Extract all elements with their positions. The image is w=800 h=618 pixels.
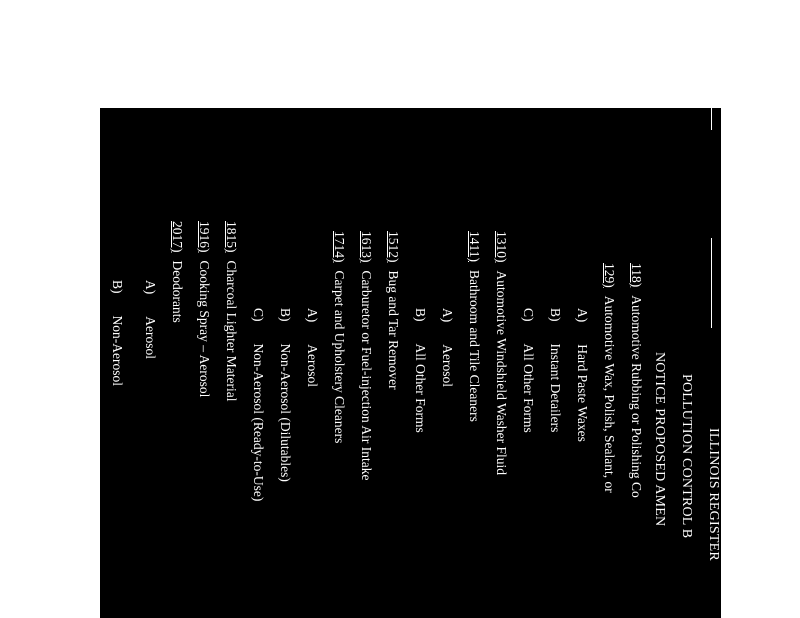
list-item — [630, 263, 644, 498]
item-label: Charcoal Lighter Material — [224, 260, 239, 402]
item-label: Carburetor or Fuel-injection Air Intake — [359, 270, 374, 481]
item-marker: C) — [521, 308, 536, 322]
list-item — [522, 308, 536, 433]
notice-title: NOTICE PROPOSED AMEN — [652, 352, 667, 527]
item-number: 1512) — [386, 231, 401, 263]
list-item — [414, 308, 428, 433]
item-number: 129) — [602, 263, 617, 288]
list-item — [387, 231, 401, 390]
list-item — [198, 221, 212, 397]
header-rule — [711, 238, 712, 328]
scanned-page — [100, 108, 721, 618]
item-number: 1310) — [494, 231, 509, 263]
item-label: Deodorants — [170, 260, 185, 323]
list-item — [252, 308, 266, 501]
list-item — [468, 231, 482, 422]
item-marker: A) — [575, 308, 590, 323]
list-item — [495, 231, 509, 475]
item-marker: B) — [110, 280, 125, 294]
item-label: All Other Forms — [413, 343, 428, 433]
item-marker: A) — [440, 308, 455, 323]
item-label: Non-Aerosol — [110, 315, 125, 386]
item-number: 1916) — [197, 221, 212, 253]
item-label: Non-Aerosol (Dilutables) — [278, 343, 293, 482]
item-marker: C) — [251, 308, 266, 322]
list-item — [111, 280, 125, 386]
list-item — [603, 263, 617, 493]
item-label: Bug and Tar Remover — [386, 270, 401, 390]
list-item — [225, 221, 239, 401]
item-number: 1411) — [467, 231, 482, 262]
list-item — [144, 280, 158, 359]
item-label: Instant Detailers — [548, 343, 563, 433]
item-label: Aerosol — [305, 344, 320, 387]
list-item — [441, 308, 455, 387]
item-marker: A) — [305, 308, 320, 323]
item-label: All Other Forms — [521, 343, 536, 433]
list-item — [360, 231, 374, 480]
item-number: 1613) — [359, 231, 374, 263]
item-label: Aerosol — [440, 344, 455, 387]
item-label: Automotive Rubbing or Polishing Co — [629, 295, 644, 498]
item-number: 2017) — [170, 221, 185, 253]
item-label: Automotive Windshield Washer Fluid — [494, 270, 509, 475]
header-rule — [711, 108, 712, 130]
item-marker: B) — [413, 308, 428, 322]
item-label: Aerosol — [143, 316, 158, 359]
item-label: Bathroom and Tile Cleaners — [467, 270, 482, 422]
item-number: 118) — [629, 263, 644, 288]
item-label: Carpet and Upholstery Cleaners — [332, 270, 347, 444]
item-marker: B) — [278, 308, 293, 322]
list-item — [549, 308, 563, 432]
item-number: 1714) — [332, 231, 347, 263]
item-number: 1815) — [224, 221, 239, 253]
list-item — [306, 308, 320, 387]
item-label: Non-Aerosol (Ready-to-Use) — [251, 343, 266, 502]
list-item — [279, 308, 293, 482]
list-item — [333, 231, 347, 443]
board-title: POLLUTION CONTROL B — [679, 374, 694, 539]
list-item — [171, 221, 185, 323]
item-label: Hard Paste Waxes — [575, 344, 590, 442]
item-marker: B) — [548, 308, 563, 322]
item-marker: A) — [143, 280, 158, 295]
item-label: Cooking Spray – Aerosol — [197, 260, 212, 398]
register-title: ILLINOIS REGISTER — [706, 428, 721, 561]
item-label: Automotive Wax, Polish, Sealant, or — [602, 295, 617, 493]
list-item — [576, 308, 590, 442]
